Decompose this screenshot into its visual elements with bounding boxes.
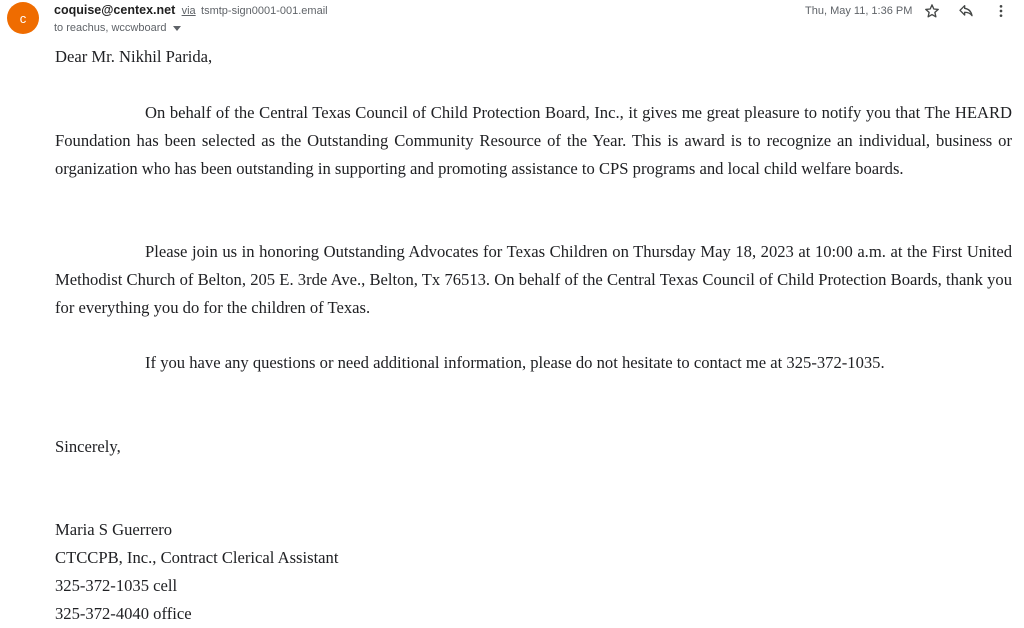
via-domain: tsmtp-sign0001-001.email (201, 5, 328, 17)
sender-email[interactable]: coquise@centex.net (54, 3, 176, 17)
sender-line (54, 3, 328, 17)
chevron-down-icon[interactable] (173, 26, 181, 31)
paragraph-contact: If you have any questions or need additional information, please do not hesitate to contact me at 325-372-1035. (145, 353, 885, 372)
more-vert-icon (993, 3, 1009, 19)
recipients-toggle[interactable] (54, 22, 181, 34)
paragraph-award-notice: On behalf of the Central Texas Council of Child Protection Board, Inc., it gives me great pleasure to notify you that The HEARD Foundation has been selected as the Outstanding Community Resource of the Year. This is award is to recognize an individual, business or organization who has been outstanding in supporting and promoting assistance to CPS programs and local child welfare boards. (55, 103, 1012, 178)
paragraph-event-invitation: Please join us in honoring Outstanding Advocates for Texas Children on Thursday May 18, 2023 at 10:00 a.m. at the First United Methodist Church of Belton, 205 E. 3rde Ave., Belton, Tx 76513. On behalf of the Central Texas Council of Child Protection Boards, thank you for everything you do for the children of Texas. (55, 242, 1012, 317)
sender-avatar[interactable]: c (7, 2, 39, 34)
via-label[interactable]: via (181, 5, 196, 17)
star-icon (924, 3, 940, 19)
star-button[interactable] (922, 1, 942, 21)
signature-name: Maria S Guerrero (55, 520, 173, 539)
closing: Sincerely, (55, 437, 121, 456)
signature-title: CTCCPB, Inc., Contract Clerical Assistant (55, 548, 339, 567)
message-timestamp: Thu, May 11, 1:36 PM (805, 5, 913, 17)
greeting: Dear Mr. Nikhil Parida, (55, 47, 213, 66)
reply-icon (958, 3, 974, 19)
reply-button[interactable] (956, 1, 976, 21)
signature-cell-phone: 325-372-1035 cell (55, 576, 178, 595)
recipients-label: to reachus, wccwboard (54, 22, 167, 34)
signature-office-phone: 325-372-4040 office (55, 604, 192, 623)
more-options-button[interactable] (991, 1, 1011, 21)
signature-block (55, 516, 1012, 628)
